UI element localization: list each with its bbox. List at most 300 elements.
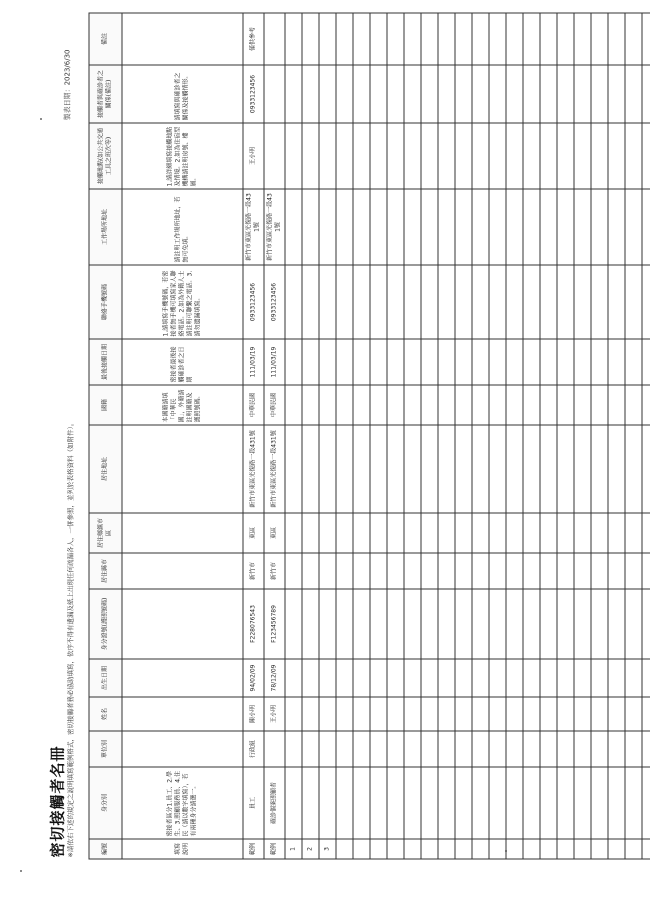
table-cell: [574, 697, 591, 731]
row-district: 東區: [243, 513, 264, 553]
table-row: [523, 13, 540, 859]
table-cell: [302, 589, 319, 659]
row-identity: 員工: [243, 767, 264, 839]
table-cell: [438, 659, 455, 697]
table-cell: [438, 767, 455, 839]
table-cell: [506, 65, 523, 123]
table-cell: [489, 13, 506, 65]
table-cell: [523, 189, 540, 265]
table-cell: [455, 123, 472, 189]
table-cell: [122, 513, 243, 553]
table-cell: [472, 589, 489, 659]
table-cell: [336, 123, 353, 189]
table-cell: [523, 697, 540, 731]
table-cell: [387, 339, 404, 385]
table-cell: [625, 13, 642, 65]
table-row: [557, 13, 574, 859]
table-cell: [574, 13, 591, 65]
table-cell: [455, 697, 472, 731]
table-cell: [438, 123, 455, 189]
table-cell: [319, 123, 336, 189]
header-cell: 居住縣市: [89, 553, 122, 589]
table-cell: [285, 553, 302, 589]
table-cell: [574, 65, 591, 123]
table-cell: [302, 339, 319, 385]
table-cell: [421, 339, 438, 385]
table-cell: [404, 425, 421, 513]
table-cell: [302, 697, 319, 731]
table-cell: [642, 123, 650, 189]
table-cell: [319, 265, 336, 339]
table-cell: [370, 65, 387, 123]
table-row: [243, 13, 264, 859]
table-cell: [472, 553, 489, 589]
header-cell: 單位別: [89, 731, 122, 767]
header-row: [89, 13, 122, 859]
header-cell: 身分別: [89, 767, 122, 839]
table-cell: [285, 767, 302, 839]
row-relation: 0933123456: [243, 65, 264, 123]
table-cell: [591, 589, 608, 659]
table-cell: [557, 513, 574, 553]
table-cell: [642, 13, 650, 65]
table-cell: [472, 659, 489, 697]
table-cell: [591, 425, 608, 513]
row-address: 新竹市東區光復路一段431號: [243, 425, 264, 513]
table-row: [421, 13, 438, 859]
table-cell: [506, 189, 523, 265]
header-cell: 國籍: [89, 385, 122, 425]
table-row: [285, 13, 302, 859]
table-cell: [353, 513, 370, 553]
table-row: [642, 13, 650, 859]
table-cell: [523, 589, 540, 659]
row-last-contact: 111/03/19: [264, 339, 285, 385]
table-cell: [421, 767, 438, 839]
table-cell: [540, 767, 557, 839]
table-cell: [574, 189, 591, 265]
table-cell: [285, 659, 302, 697]
table-cell: [319, 767, 336, 839]
table-cell: [557, 65, 574, 123]
table-cell: [472, 385, 489, 425]
table-cell: [540, 123, 557, 189]
row-no: 1: [285, 839, 302, 859]
table-cell: [336, 65, 353, 123]
table-row: [387, 13, 404, 859]
table-cell: [319, 697, 336, 731]
table-cell: [404, 189, 421, 265]
table-cell: [625, 697, 642, 731]
table-cell: [625, 265, 642, 339]
table-cell: [625, 123, 642, 189]
table-cell: [523, 731, 540, 767]
table-cell: [642, 553, 650, 589]
table-cell: [625, 513, 642, 553]
table-cell: [608, 697, 625, 731]
row-no: [489, 839, 506, 859]
row-phone: 0933123456: [243, 265, 264, 339]
table-cell: [472, 425, 489, 513]
row-id: F123456789: [264, 589, 285, 659]
form-date: 製表日期：2023/6/30: [63, 49, 72, 121]
table-row: [455, 13, 472, 859]
table-cell: [455, 731, 472, 767]
table-cell: [591, 339, 608, 385]
table-cell: [370, 767, 387, 839]
table-cell: [122, 731, 243, 767]
table-cell: [625, 659, 642, 697]
table-cell: [540, 697, 557, 731]
table-cell: [608, 13, 625, 65]
table-cell: [370, 697, 387, 731]
table-cell: [557, 265, 574, 339]
table-cell: [302, 189, 319, 265]
table-cell: [404, 659, 421, 697]
table-cell: [404, 697, 421, 731]
contact-table: [89, 13, 650, 860]
table-cell: [421, 589, 438, 659]
table-cell: [642, 589, 650, 659]
row-no: [438, 839, 455, 859]
table-cell: [574, 385, 591, 425]
table-cell: [421, 731, 438, 767]
table-cell: [625, 425, 642, 513]
table-cell: [489, 123, 506, 189]
table-cell: [421, 189, 438, 265]
instruction-phone: 1.請填寫手機號碼，若密接者無手機可填寫家人聯絡電話。2.如為外籍人士請註明可聯繫之電話。3.請勿遺漏填寫。: [122, 265, 243, 339]
row-unit: [264, 731, 285, 767]
table-cell: [285, 731, 302, 767]
table-cell: [591, 697, 608, 731]
table-cell: [489, 189, 506, 265]
table-row: [370, 13, 387, 859]
table-cell: [455, 385, 472, 425]
table-cell: [489, 589, 506, 659]
table-cell: [608, 553, 625, 589]
row-no: [404, 839, 421, 859]
row-no: [336, 839, 353, 859]
instruction-workplace: 請註明工作場所地址，若無可免填。: [122, 189, 243, 265]
table-cell: [642, 513, 650, 553]
table-cell: [353, 265, 370, 339]
table-cell: [489, 731, 506, 767]
table-cell: [489, 265, 506, 339]
table-cell: [506, 731, 523, 767]
row-no: [574, 839, 591, 859]
table-cell: [404, 553, 421, 589]
table-cell: [489, 65, 506, 123]
table-cell: [625, 65, 642, 123]
table-cell: [421, 697, 438, 731]
row-workplace: 新竹市東區光復路一段431號: [264, 189, 285, 265]
table-cell: [336, 767, 353, 839]
row-no: [506, 839, 523, 859]
table-cell: [404, 339, 421, 385]
table-cell: [421, 425, 438, 513]
table-cell: [336, 425, 353, 513]
table-cell: [574, 731, 591, 767]
table-cell: [421, 123, 438, 189]
table-cell: [506, 339, 523, 385]
table-cell: [472, 123, 489, 189]
table-cell: [404, 589, 421, 659]
table-cell: [472, 265, 489, 339]
table-cell: [319, 425, 336, 513]
instruction-relation: 請填寫與確診者之關係及接觸情形。: [122, 65, 243, 123]
row-birth: 94/02/09: [243, 659, 264, 697]
table-cell: [557, 697, 574, 731]
row-no: [608, 839, 625, 859]
table-cell: [540, 65, 557, 123]
instruction-label: 填寫說明: [122, 839, 243, 859]
header-cell: 接觸者與確診者之關係(備註): [89, 65, 122, 123]
table-cell: [438, 265, 455, 339]
table-cell: [489, 513, 506, 553]
row-birth: 78/12/09: [264, 659, 285, 697]
table-cell: [523, 65, 540, 123]
table-cell: [489, 425, 506, 513]
table-cell: [387, 385, 404, 425]
table-cell: [438, 13, 455, 65]
table-cell: [591, 65, 608, 123]
table-cell: [540, 659, 557, 697]
table-cell: [608, 589, 625, 659]
table-cell: [472, 697, 489, 731]
table-cell: [540, 339, 557, 385]
row-district: 東區: [264, 513, 285, 553]
table-cell: [438, 65, 455, 123]
table-cell: [472, 189, 489, 265]
table-cell: [370, 553, 387, 589]
row-relation: [264, 65, 285, 123]
table-cell: [421, 13, 438, 65]
table-cell: [336, 189, 353, 265]
row-no: [472, 839, 489, 859]
table-cell: [421, 265, 438, 339]
table-cell: [387, 513, 404, 553]
table-cell: [404, 731, 421, 767]
table-cell: [608, 425, 625, 513]
table-cell: [506, 513, 523, 553]
table-cell: [353, 553, 370, 589]
table-cell: [353, 697, 370, 731]
table-cell: [574, 425, 591, 513]
table-cell: [285, 513, 302, 553]
table-cell: [455, 513, 472, 553]
table-cell: [608, 731, 625, 767]
table-cell: [489, 385, 506, 425]
table-cell: [353, 123, 370, 189]
table-cell: [404, 385, 421, 425]
table-cell: [608, 265, 625, 339]
table-cell: [285, 339, 302, 385]
table-cell: [370, 425, 387, 513]
table-cell: [540, 553, 557, 589]
table-cell: [540, 265, 557, 339]
table-cell: [421, 553, 438, 589]
table-cell: [574, 123, 591, 189]
table-cell: [387, 425, 404, 513]
table-cell: [353, 385, 370, 425]
row-county: 新竹市: [264, 553, 285, 589]
row-name: 陳小明: [243, 697, 264, 731]
table-cell: [302, 123, 319, 189]
table-cell: [591, 731, 608, 767]
table-cell: [557, 339, 574, 385]
table-row: [506, 13, 523, 859]
table-cell: [353, 767, 370, 839]
table-cell: [591, 767, 608, 839]
table-cell: [336, 731, 353, 767]
table-cell: [438, 339, 455, 385]
table-cell: [438, 731, 455, 767]
table-row: [353, 13, 370, 859]
table-cell: [387, 123, 404, 189]
table-cell: [591, 553, 608, 589]
table-cell: [557, 189, 574, 265]
table-cell: [540, 13, 557, 65]
table-row: [540, 13, 557, 859]
header-cell: 工作場所地址: [89, 189, 122, 265]
table-cell: [404, 13, 421, 65]
table-cell: [353, 589, 370, 659]
table-cell: [574, 659, 591, 697]
table-cell: [591, 659, 608, 697]
table-cell: [353, 659, 370, 697]
table-cell: [625, 767, 642, 839]
table-cell: [404, 767, 421, 839]
table-cell: [557, 553, 574, 589]
table-row: [608, 13, 625, 859]
table-cell: [387, 265, 404, 339]
header-cell: 居住鄉鎮市區: [89, 513, 122, 553]
table-cell: [591, 265, 608, 339]
table-cell: [285, 189, 302, 265]
table-cell: [608, 65, 625, 123]
table-cell: [523, 13, 540, 65]
table-row: [438, 13, 455, 859]
table-cell: [455, 425, 472, 513]
table-cell: [591, 189, 608, 265]
table-cell: [387, 189, 404, 265]
table-cell: [625, 189, 642, 265]
table-cell: [438, 385, 455, 425]
table-cell: [438, 425, 455, 513]
table-cell: [336, 513, 353, 553]
table-cell: [387, 697, 404, 731]
blank-rows: [285, 13, 650, 859]
table-cell: [421, 65, 438, 123]
instruction-identity: 密接者區分1.員工、2.學生、3.照顧服務員、4.住民（請以數字填寫），若有兩種身分請選一。: [122, 767, 243, 839]
row-address: 新竹市東區光復路一段431號: [264, 425, 285, 513]
table-cell: [404, 513, 421, 553]
table-cell: [353, 425, 370, 513]
table-cell: [438, 189, 455, 265]
table-cell: [523, 123, 540, 189]
table-cell: [506, 13, 523, 65]
table-cell: [336, 553, 353, 589]
table-cell: [540, 385, 557, 425]
table-cell: [387, 659, 404, 697]
table-cell: [353, 65, 370, 123]
table-cell: [319, 553, 336, 589]
table-cell: [540, 513, 557, 553]
row-no: [370, 839, 387, 859]
table-cell: [557, 589, 574, 659]
table-cell: [404, 265, 421, 339]
row-no: [540, 839, 557, 859]
row-last-contact: 111/03/19: [243, 339, 264, 385]
table-cell: [370, 731, 387, 767]
row-name: 王小明: [264, 697, 285, 731]
table-cell: [540, 731, 557, 767]
instruction-nationality: 本國籍請填「中華民國」，外籍請註明國籍及護照號碼。: [122, 385, 243, 425]
header-cell: 編號: [89, 839, 122, 859]
table-cell: [591, 513, 608, 553]
table-cell: [506, 697, 523, 731]
table-cell: [472, 513, 489, 553]
table-cell: [642, 339, 650, 385]
table-cell: [540, 589, 557, 659]
row-no: [455, 839, 472, 859]
table-cell: [506, 589, 523, 659]
table-cell: [642, 265, 650, 339]
row-no: [642, 839, 650, 859]
table-cell: [642, 659, 650, 697]
table-cell: [302, 385, 319, 425]
table-cell: [285, 589, 302, 659]
table-cell: [642, 385, 650, 425]
table-cell: [557, 123, 574, 189]
row-identity: 確診個案照顧者: [264, 767, 285, 839]
table-cell: [472, 767, 489, 839]
row-note: [264, 13, 285, 65]
table-cell: [608, 767, 625, 839]
table-cell: [319, 589, 336, 659]
table-cell: [421, 659, 438, 697]
instruction-contact-place: 1.請詳細填寫接觸地點及情境。2.如為住宿型機構請註明房號、樓層。: [122, 123, 243, 189]
table-cell: [387, 553, 404, 589]
table-cell: [336, 697, 353, 731]
table-cell: [353, 339, 370, 385]
table-cell: [319, 189, 336, 265]
table-cell: [455, 553, 472, 589]
table-cell: [285, 123, 302, 189]
row-contact-place: 王小明: [243, 123, 264, 189]
table-cell: [489, 767, 506, 839]
table-cell: [370, 13, 387, 65]
table-cell: [489, 553, 506, 589]
table-cell: [302, 731, 319, 767]
table-cell: [438, 513, 455, 553]
table-row: [319, 13, 336, 859]
table-cell: [421, 513, 438, 553]
table-cell: [557, 659, 574, 697]
table-cell: [523, 513, 540, 553]
table-cell: [302, 553, 319, 589]
row-no: [625, 839, 642, 859]
table-cell: [302, 65, 319, 123]
table-cell: [557, 767, 574, 839]
table-cell: [302, 513, 319, 553]
table-cell: [455, 589, 472, 659]
table-row: [625, 13, 642, 859]
table-cell: [591, 123, 608, 189]
table-cell: [302, 13, 319, 65]
table-cell: [557, 13, 574, 65]
table-cell: [122, 553, 243, 589]
